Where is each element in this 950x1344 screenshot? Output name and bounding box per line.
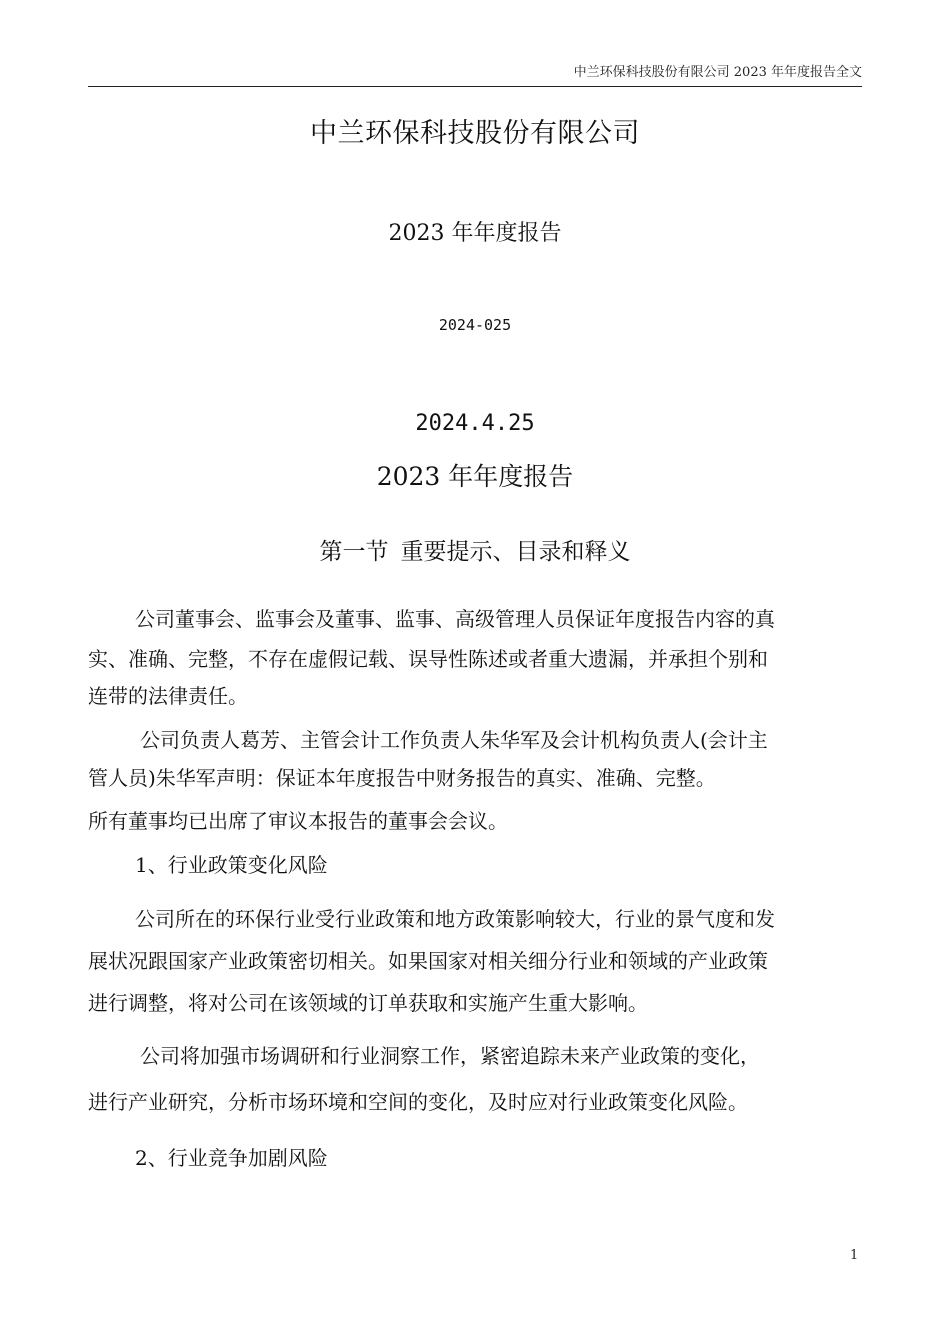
report-title: 2023 年年度报告 [388, 221, 562, 246]
paragraph-line: 实、准确、完整，不存在虚假记载、误导性陈述或者重大遗漏，并承担个别和 [88, 647, 768, 671]
paragraph-line: 进行产业研究，分析市场环境和空间的变化，及时应对行业政策变化风险。 [88, 1090, 748, 1114]
header-rule [88, 86, 862, 87]
risk-heading: 2、行业竞争加剧风险 [135, 1146, 328, 1170]
company-name: 中兰环保科技股份有限公司 [310, 118, 640, 149]
section-title: 重要提示、目录和释义 [400, 539, 631, 565]
paragraph-line: 公司将加强市场调研和行业洞察工作，紧密追踪未来产业政策的变化， [140, 1044, 760, 1068]
paragraph-line: 连带的法律责任。 [88, 684, 248, 708]
paragraph-line: 所有董事均已出席了审议本报告的董事会会议。 [88, 809, 508, 833]
section-heading [0, 535, 950, 569]
report-title-repeat: 2023 年年度报告 [376, 462, 574, 491]
report-date: 2024.4.25 [415, 411, 535, 436]
running-header: 中兰环保科技股份有限公司 2023 年年度报告全文 [573, 65, 862, 80]
risk-heading: 1、行业政策变化风险 [135, 853, 328, 877]
paragraph-line: 公司董事会、监事会及董事、监事、高级管理人员保证年度报告内容的真 [135, 607, 775, 631]
report-number: 2024-025 [438, 316, 512, 334]
section-number: 第一节 [319, 539, 389, 565]
paragraph-line: 展状况跟国家产业政策密切相关。如果国家对相关细分行业和领域的产业政策 [88, 949, 768, 973]
paragraph-line: 公司所在的环保行业受行业政策和地方政策影响较大，行业的景气度和发 [135, 907, 775, 931]
paragraph-line: 管人员)朱华军声明：保证本年度报告中财务报告的真实、准确、完整。 [88, 766, 716, 790]
paragraph-line: 公司负责人葛芳、主管会计工作负责人朱华军及会计机构负责人(会计主 [140, 728, 768, 752]
page-number: 1 [850, 1248, 859, 1263]
paragraph-line: 进行调整，将对公司在该领域的订单获取和实施产生重大影响。 [88, 991, 648, 1015]
